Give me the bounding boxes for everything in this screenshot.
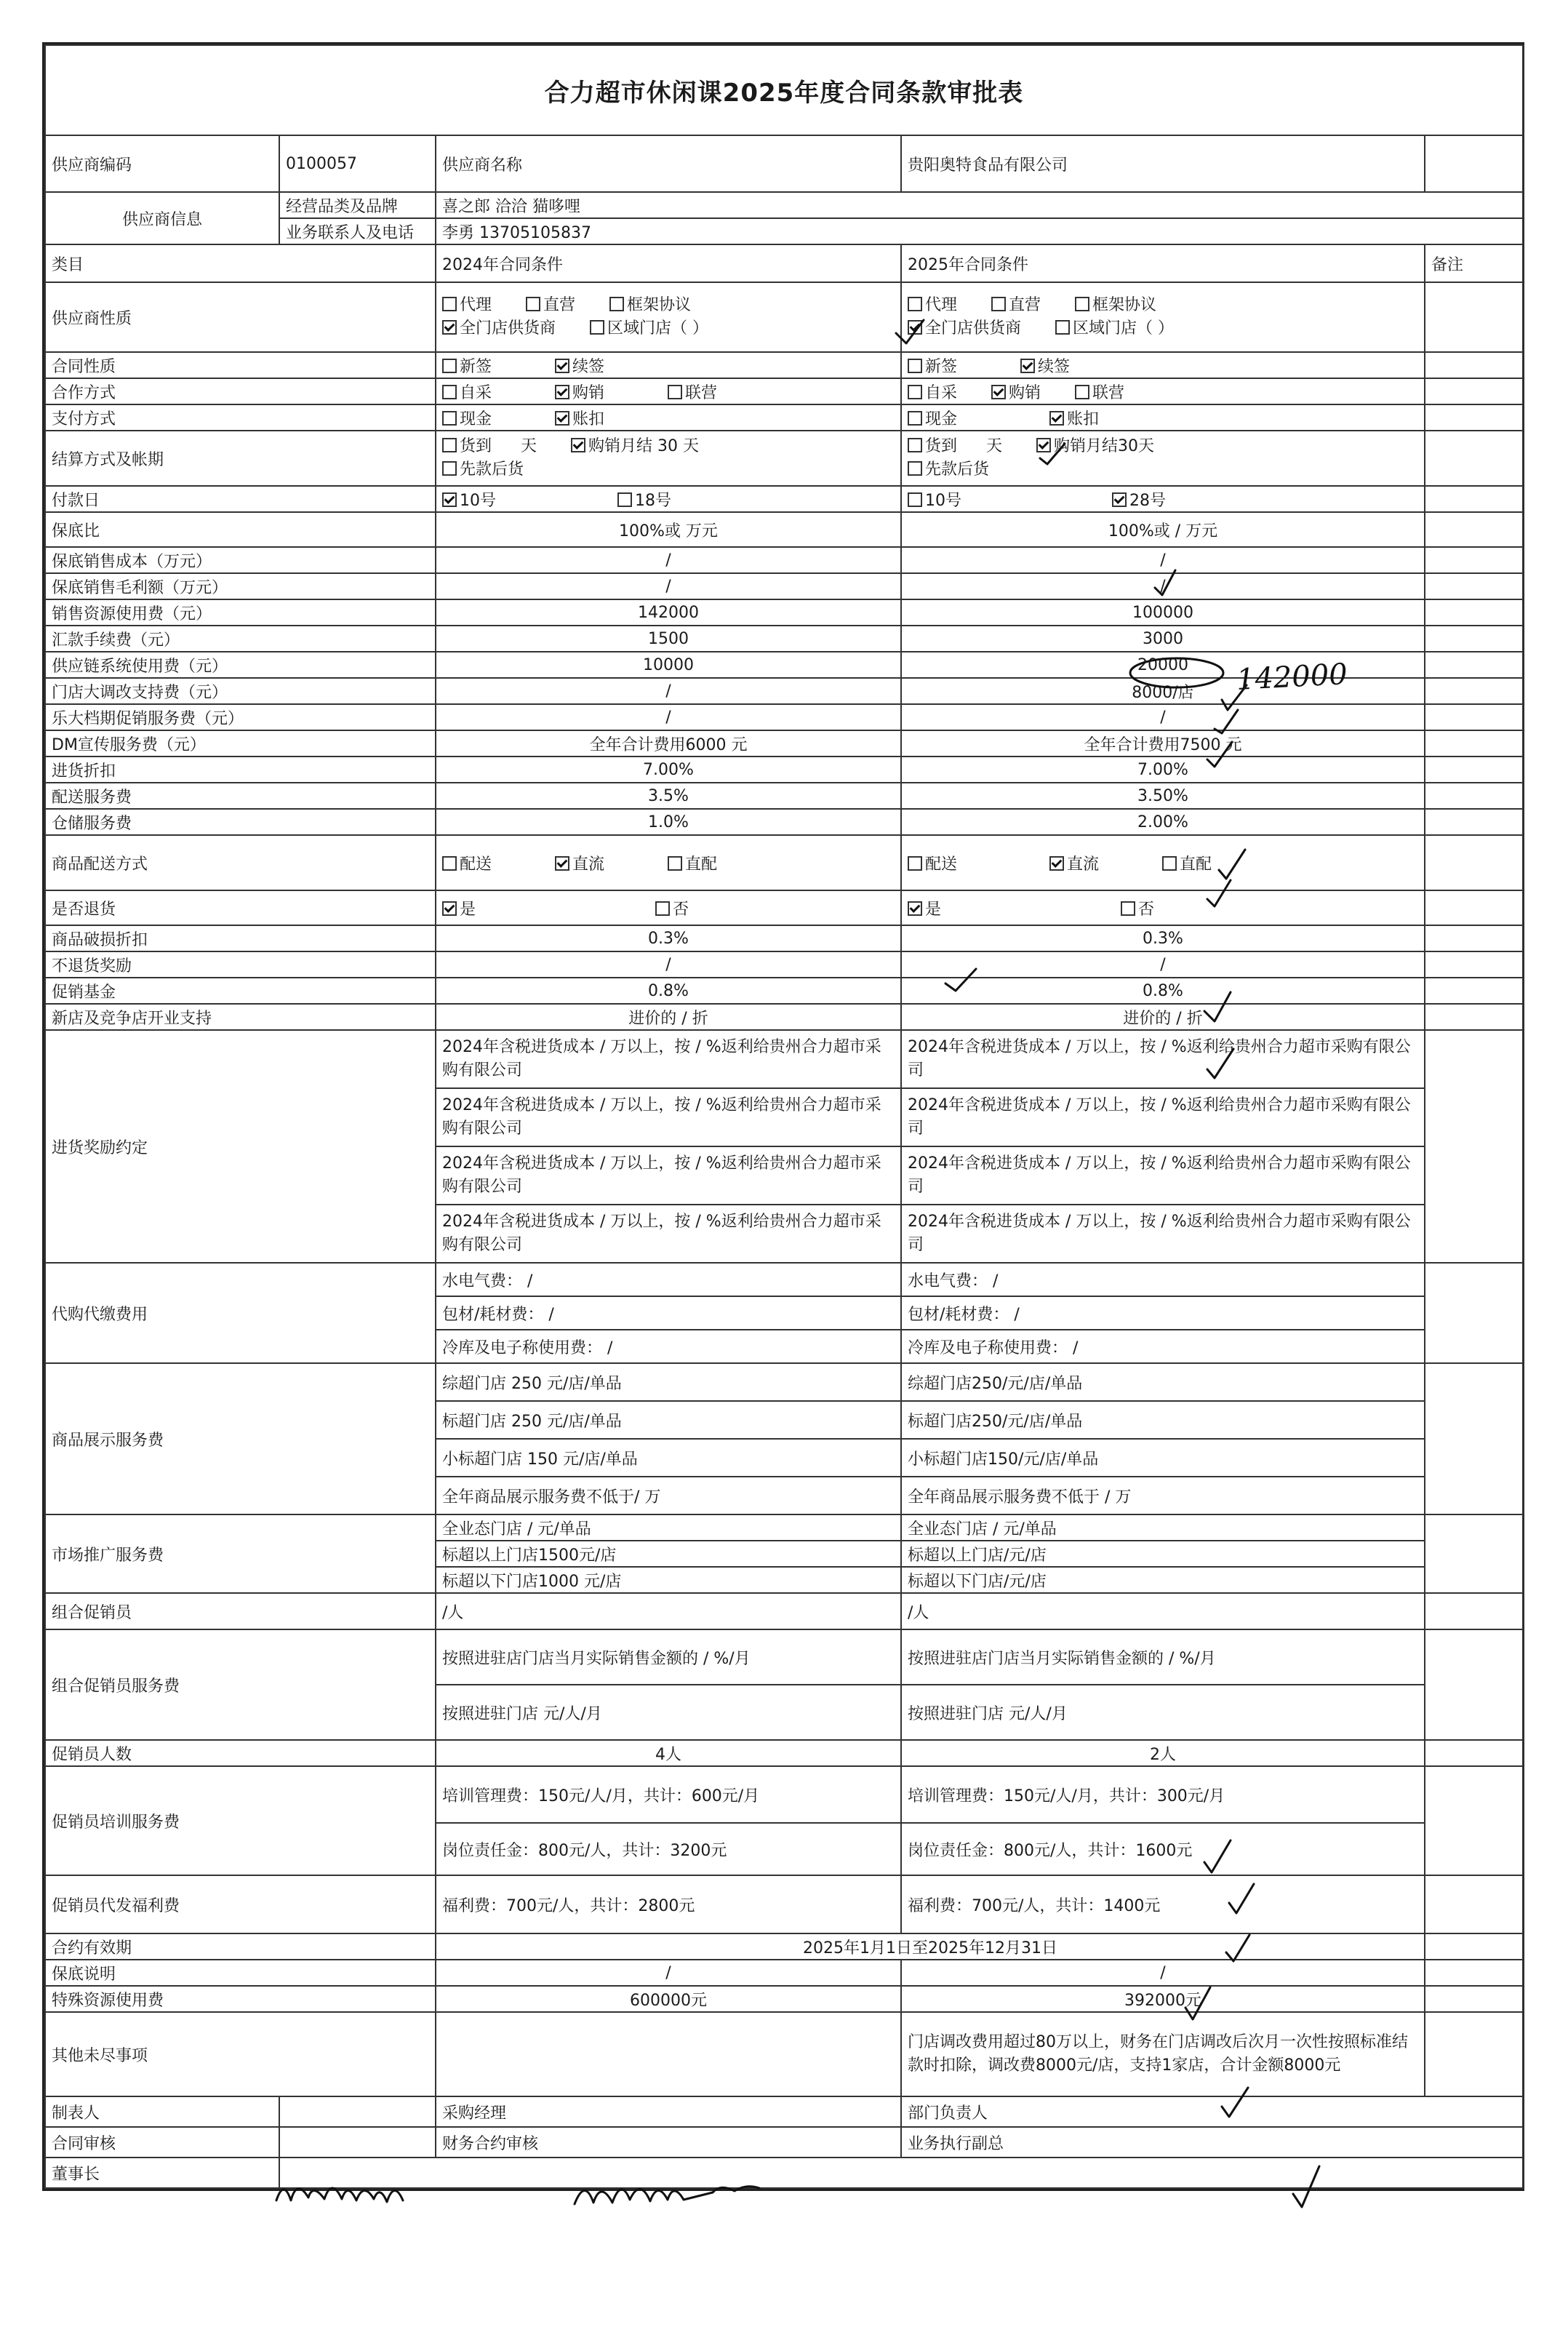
market-2024: 全业态门店 / 元/单品 xyxy=(436,1514,901,1541)
row-2024: 1500 xyxy=(436,626,901,652)
row-label: 商品破损折扣 xyxy=(45,925,436,951)
handwritten-resource-fee: 142000 xyxy=(1235,658,1348,697)
rebate-2025: 2024年含税进货成本 / 万以上，按 / %返利给贵州合力超市采购有限公司 xyxy=(901,1030,1425,1088)
rebate-2024: 2024年含税进货成本 / 万以上，按 / %返利给贵州合力超市采购有限公司 xyxy=(436,1088,901,1146)
check-mark xyxy=(1207,880,1231,906)
row-label: 供应链系统使用费（元） xyxy=(45,652,436,678)
circle-mark xyxy=(1130,658,1223,687)
check-mark xyxy=(1215,710,1238,733)
coop-mode-2024: 自采 购销 联营 xyxy=(436,378,901,404)
agency-2024: 包材/耗材费： / xyxy=(436,1296,901,1330)
return-label: 是否退货 xyxy=(45,890,436,925)
check-mark xyxy=(1204,1840,1231,1872)
combo-fee-2024: 按照进驻门店 元/人/月 xyxy=(436,1685,901,1740)
combo-promoter-2025: /人 xyxy=(901,1593,1425,1629)
supplier-name-label: 供应商名称 xyxy=(436,135,901,192)
coop-mode-label: 合作方式 xyxy=(45,378,436,404)
row-2024: / xyxy=(436,573,901,599)
check-mark xyxy=(1222,2088,1248,2117)
row-2024: 1.0% xyxy=(436,809,901,835)
supplier-info-label: 供应商信息 xyxy=(45,192,279,244)
agency-2025: 水电气费： / xyxy=(901,1263,1425,1296)
row-label: 进货折扣 xyxy=(45,757,436,783)
supplier-code: 0100057 xyxy=(279,135,436,192)
agency-2025: 冷库及电子称使用费： / xyxy=(901,1330,1425,1363)
combo-fee-2025: 按照进驻店门店当月实际销售金额的 / %/月 xyxy=(901,1629,1425,1685)
col-item-header: 类目 xyxy=(45,244,436,282)
row-label: 乐大档期促销服务费（元） xyxy=(45,704,436,730)
row-2025: 8000/店 xyxy=(901,678,1425,704)
row-label: DM宣传服务费（元） xyxy=(45,730,436,757)
validity-value: 2025年1月1日至2025年12月31日 xyxy=(436,1933,1425,1960)
delivery-label: 商品配送方式 xyxy=(45,835,436,890)
training-fee-label: 促销员培训服务费 xyxy=(45,1766,436,1875)
vp-label: 业务执行副总 xyxy=(901,2127,1523,2158)
row-label: 保底销售成本（万元） xyxy=(45,547,436,573)
row-label: 保底比 xyxy=(45,512,436,547)
combo-promoter-2024: /人 xyxy=(436,1593,901,1629)
combo-fee-label: 组合促销员服务费 xyxy=(45,1629,436,1740)
rebate-2024: 2024年含税进货成本 / 万以上，按 / %返利给贵州合力超市采购有限公司 xyxy=(436,1030,901,1088)
market-2024: 标超以上门店1500元/店 xyxy=(436,1541,901,1567)
display-2024: 全年商品展示服务费不低于/ 万 xyxy=(436,1477,901,1514)
settle-2025: 货到 天 购销月结30天 先款后货 xyxy=(901,431,1425,486)
combo-fee-2024: 按照进驻店门店当月实际销售金额的 / %/月 xyxy=(436,1629,901,1685)
row-label: 促销基金 xyxy=(45,978,436,1004)
purchase-mgr-signature xyxy=(575,2187,759,2204)
check-mark xyxy=(1155,570,1175,595)
check-mark xyxy=(896,320,924,343)
other-2025: 门店调改费用超过80万以上，财务在门店调改后次月一次性按照标准结款时扣除，调改费8000元/店，支持1家店，合计金额8000元 xyxy=(901,2012,1425,2096)
training-2024: 岗位责任金：800元/人，共计：3200元 xyxy=(436,1823,901,1875)
row-2025: / xyxy=(901,951,1425,978)
row-2024: 进价的 / 折 xyxy=(436,1004,901,1030)
category-brand: 喜之郎 洽洽 猫哆哩 xyxy=(436,192,1523,218)
row-2025: 100000 xyxy=(901,599,1425,626)
row-2024: 0.3% xyxy=(436,925,901,951)
welfare-2025: 福利费：700元/人，共计：1400元 xyxy=(901,1875,1425,1933)
col-2025-header: 2025年合同条件 xyxy=(901,244,1425,282)
supplier-name: 贵阳奥特食品有限公司 xyxy=(901,135,1425,192)
row-2025: 100%或 / 万元 xyxy=(901,512,1425,547)
contract-review-label: 合同审核 xyxy=(45,2127,279,2158)
rebate-label: 进货奖励约定 xyxy=(45,1030,436,1263)
contract-type-2025: 新签 续签 xyxy=(901,352,1425,378)
agency-2024: 冷库及电子称使用费： / xyxy=(436,1330,901,1363)
rebate-2025: 2024年含税进货成本 / 万以上，按 / %返利给贵州合力超市采购有限公司 xyxy=(901,1146,1425,1205)
display-2025: 综超门店250/元/店/单品 xyxy=(901,1363,1425,1401)
supplier-code-label: 供应商编码 xyxy=(45,135,279,192)
special-fee-label: 特殊资源使用费 xyxy=(45,1986,436,2012)
contract-type-2024: 新签 续签 xyxy=(436,352,901,378)
rebate-2024: 2024年含税进货成本 / 万以上，按 / %返利给贵州合力超市采购有限公司 xyxy=(436,1205,901,1263)
check-mark xyxy=(1229,1884,1254,1913)
delivery-2024: 配送 直流 直配 xyxy=(436,835,901,890)
row-label: 销售资源使用费（元） xyxy=(45,599,436,626)
row-2024: 3.5% xyxy=(436,783,901,809)
chairman-label: 董事长 xyxy=(45,2158,279,2188)
agency-fee-label: 代购代缴费用 xyxy=(45,1263,436,1363)
market-2024: 标超以下门店1000 元/店 xyxy=(436,1567,901,1593)
display-2025: 全年商品展示服务费不低于 / 万 xyxy=(901,1477,1425,1514)
row-2024: 10000 xyxy=(436,652,901,678)
row-2025: 0.3% xyxy=(901,925,1425,951)
row-label: 汇款手续费（元） xyxy=(45,626,436,652)
row-2025: 3.50% xyxy=(901,783,1425,809)
training-2025: 培训管理费：150元/人/月，共计：300元/月 xyxy=(901,1766,1425,1823)
row-label: 保底销售毛利额（万元） xyxy=(45,573,436,599)
check-mark xyxy=(1204,992,1231,1021)
rebate-2025: 2024年含税进货成本 / 万以上，按 / %返利给贵州合力超市采购有限公司 xyxy=(901,1205,1425,1263)
coop-mode-2025: 自采 购销 联营 xyxy=(901,378,1425,404)
row-2025: 进价的 / 折 xyxy=(901,1004,1425,1030)
row-2025: 2.00% xyxy=(901,809,1425,835)
other-label: 其他未尽事项 xyxy=(45,2012,436,2096)
finance-review-label: 财务合约审核 xyxy=(436,2127,901,2158)
row-label: 新店及竞争店开业支持 xyxy=(45,1004,436,1030)
special-fee-2025: 392000元 xyxy=(901,1986,1425,2012)
check-mark xyxy=(1222,685,1247,710)
row-label: 仓储服务费 xyxy=(45,809,436,835)
return-2024: 是 否 xyxy=(436,890,901,925)
purchase-mgr-label: 采购经理 xyxy=(436,2096,901,2127)
pay-day-2024: 10号 18号 xyxy=(436,486,901,512)
row-2025: 全年合计费用7500 元 xyxy=(901,730,1425,757)
settle-2024: 货到 天 购销月结 30 天 先款后货 xyxy=(436,431,901,486)
delivery-2025: 配送 直流 直配 xyxy=(901,835,1425,890)
contract-type-label: 合同性质 xyxy=(45,352,436,378)
check-mark xyxy=(1207,742,1232,767)
guarantee-note-2024: / xyxy=(436,1960,901,1986)
row-2025: 0.8% xyxy=(901,978,1425,1004)
pay-day-2025: 10号 28号 xyxy=(901,486,1425,512)
check-mark xyxy=(1040,444,1065,464)
market-2025: 标超以上门店/元/店 xyxy=(901,1541,1425,1567)
row-2025: 20000 xyxy=(901,652,1425,678)
combo-promoter-label: 组合促销员 xyxy=(45,1593,436,1629)
form-title: 合力超市休闲课2025年度合同条款审批表 xyxy=(45,45,1523,135)
check-mark xyxy=(945,969,976,991)
agency-2025: 包材/耗材费： / xyxy=(901,1296,1425,1330)
display-fee-label: 商品展示服务费 xyxy=(45,1363,436,1514)
row-2024: / xyxy=(436,678,901,704)
row-2025: 3000 xyxy=(901,626,1425,652)
nature-label: 供应商性质 xyxy=(45,282,436,352)
guarantee-note-label: 保底说明 xyxy=(45,1960,436,1986)
dept-head-label: 部门负责人 xyxy=(901,2096,1523,2127)
display-2025: 标超门店250/元/店/单品 xyxy=(901,1401,1425,1439)
display-2024: 标超门店 250 元/店/单品 xyxy=(436,1401,901,1439)
col-2024-header: 2024年合同条件 xyxy=(436,244,901,282)
row-2024: 100%或 万元 xyxy=(436,512,901,547)
pay-method-2025: 现金 账扣 xyxy=(901,404,1425,431)
check-mark xyxy=(1293,2166,1319,2207)
display-2025: 小标超门店150/元/店/单品 xyxy=(901,1439,1425,1477)
row-2025: / xyxy=(901,547,1425,573)
training-2024: 培训管理费：150元/人/月，共计：600元/月 xyxy=(436,1766,901,1823)
validity-label: 合约有效期 xyxy=(45,1933,436,1960)
col-remark-header: 备注 xyxy=(1425,244,1523,282)
row-2025: / xyxy=(901,573,1425,599)
market-2025: 标超以下门店/元/店 xyxy=(901,1567,1425,1593)
promoter-count-2025: 2人 xyxy=(901,1740,1425,1766)
display-2024: 综超门店 250 元/店/单品 xyxy=(436,1363,901,1401)
market-fee-label: 市场推广服务费 xyxy=(45,1514,436,1593)
guarantee-note-2025: / xyxy=(901,1960,1425,1986)
contact: 李勇 13705105837 xyxy=(436,218,1523,244)
check-mark xyxy=(1185,1987,1210,2019)
nature-2025: 代理 直营 框架协议 全门店供货商 区域门店（ ） xyxy=(901,282,1425,352)
row-2025: 7.00% xyxy=(901,757,1425,783)
pay-method-2024: 现金 账扣 xyxy=(436,404,901,431)
market-2025: 全业态门店 / 元/单品 xyxy=(901,1514,1425,1541)
welfare-fee-label: 促销员代发福利费 xyxy=(45,1875,436,1933)
promoter-count-label: 促销员人数 xyxy=(45,1740,436,1766)
display-2024: 小标超门店 150 元/店/单品 xyxy=(436,1439,901,1477)
welfare-2024: 福利费：700元/人，共计：2800元 xyxy=(436,1875,901,1933)
combo-fee-2025: 按照进驻门店 元/人/月 xyxy=(901,1685,1425,1740)
maker-signature xyxy=(276,2188,403,2202)
row-2024: 全年合计费用6000 元 xyxy=(436,730,901,757)
row-label: 配送服务费 xyxy=(45,783,436,809)
row-2024: 7.00% xyxy=(436,757,901,783)
row-label: 门店大调改支持费（元） xyxy=(45,678,436,704)
maker-label: 制表人 xyxy=(45,2096,279,2127)
rebate-2025: 2024年含税进货成本 / 万以上，按 / %返利给贵州合力超市采购有限公司 xyxy=(901,1088,1425,1146)
pay-day-label: 付款日 xyxy=(45,486,436,512)
pay-method-label: 支付方式 xyxy=(45,404,436,431)
rebate-2024: 2024年含税进货成本 / 万以上，按 / %返利给贵州合力超市采购有限公司 xyxy=(436,1146,901,1205)
check-mark xyxy=(1226,1935,1249,1961)
check-mark xyxy=(1207,1049,1233,1078)
row-2024: 0.8% xyxy=(436,978,901,1004)
row-label: 不退货奖励 xyxy=(45,951,436,978)
agency-2024: 水电气费： / xyxy=(436,1263,901,1296)
check-mark xyxy=(1219,850,1245,879)
row-2024: / xyxy=(436,547,901,573)
contact-label: 业务联系人及电话 xyxy=(279,218,436,244)
special-fee-2024: 600000元 xyxy=(436,1986,901,2012)
row-2024: / xyxy=(436,951,901,978)
nature-2024: 代理 直营 框架协议 全门店供货商 区域门店（ ） xyxy=(436,282,901,352)
row-2025: / xyxy=(901,704,1425,730)
promoter-count-2024: 4人 xyxy=(436,1740,901,1766)
return-2025: 是 否 xyxy=(901,890,1425,925)
category-brand-label: 经营品类及品牌 xyxy=(279,192,436,218)
row-2024: / xyxy=(436,704,901,730)
row-2024: 142000 xyxy=(436,599,901,626)
settle-label: 结算方式及帐期 xyxy=(45,431,436,486)
training-2025: 岗位责任金：800元/人，共计：1600元 xyxy=(901,1823,1425,1875)
